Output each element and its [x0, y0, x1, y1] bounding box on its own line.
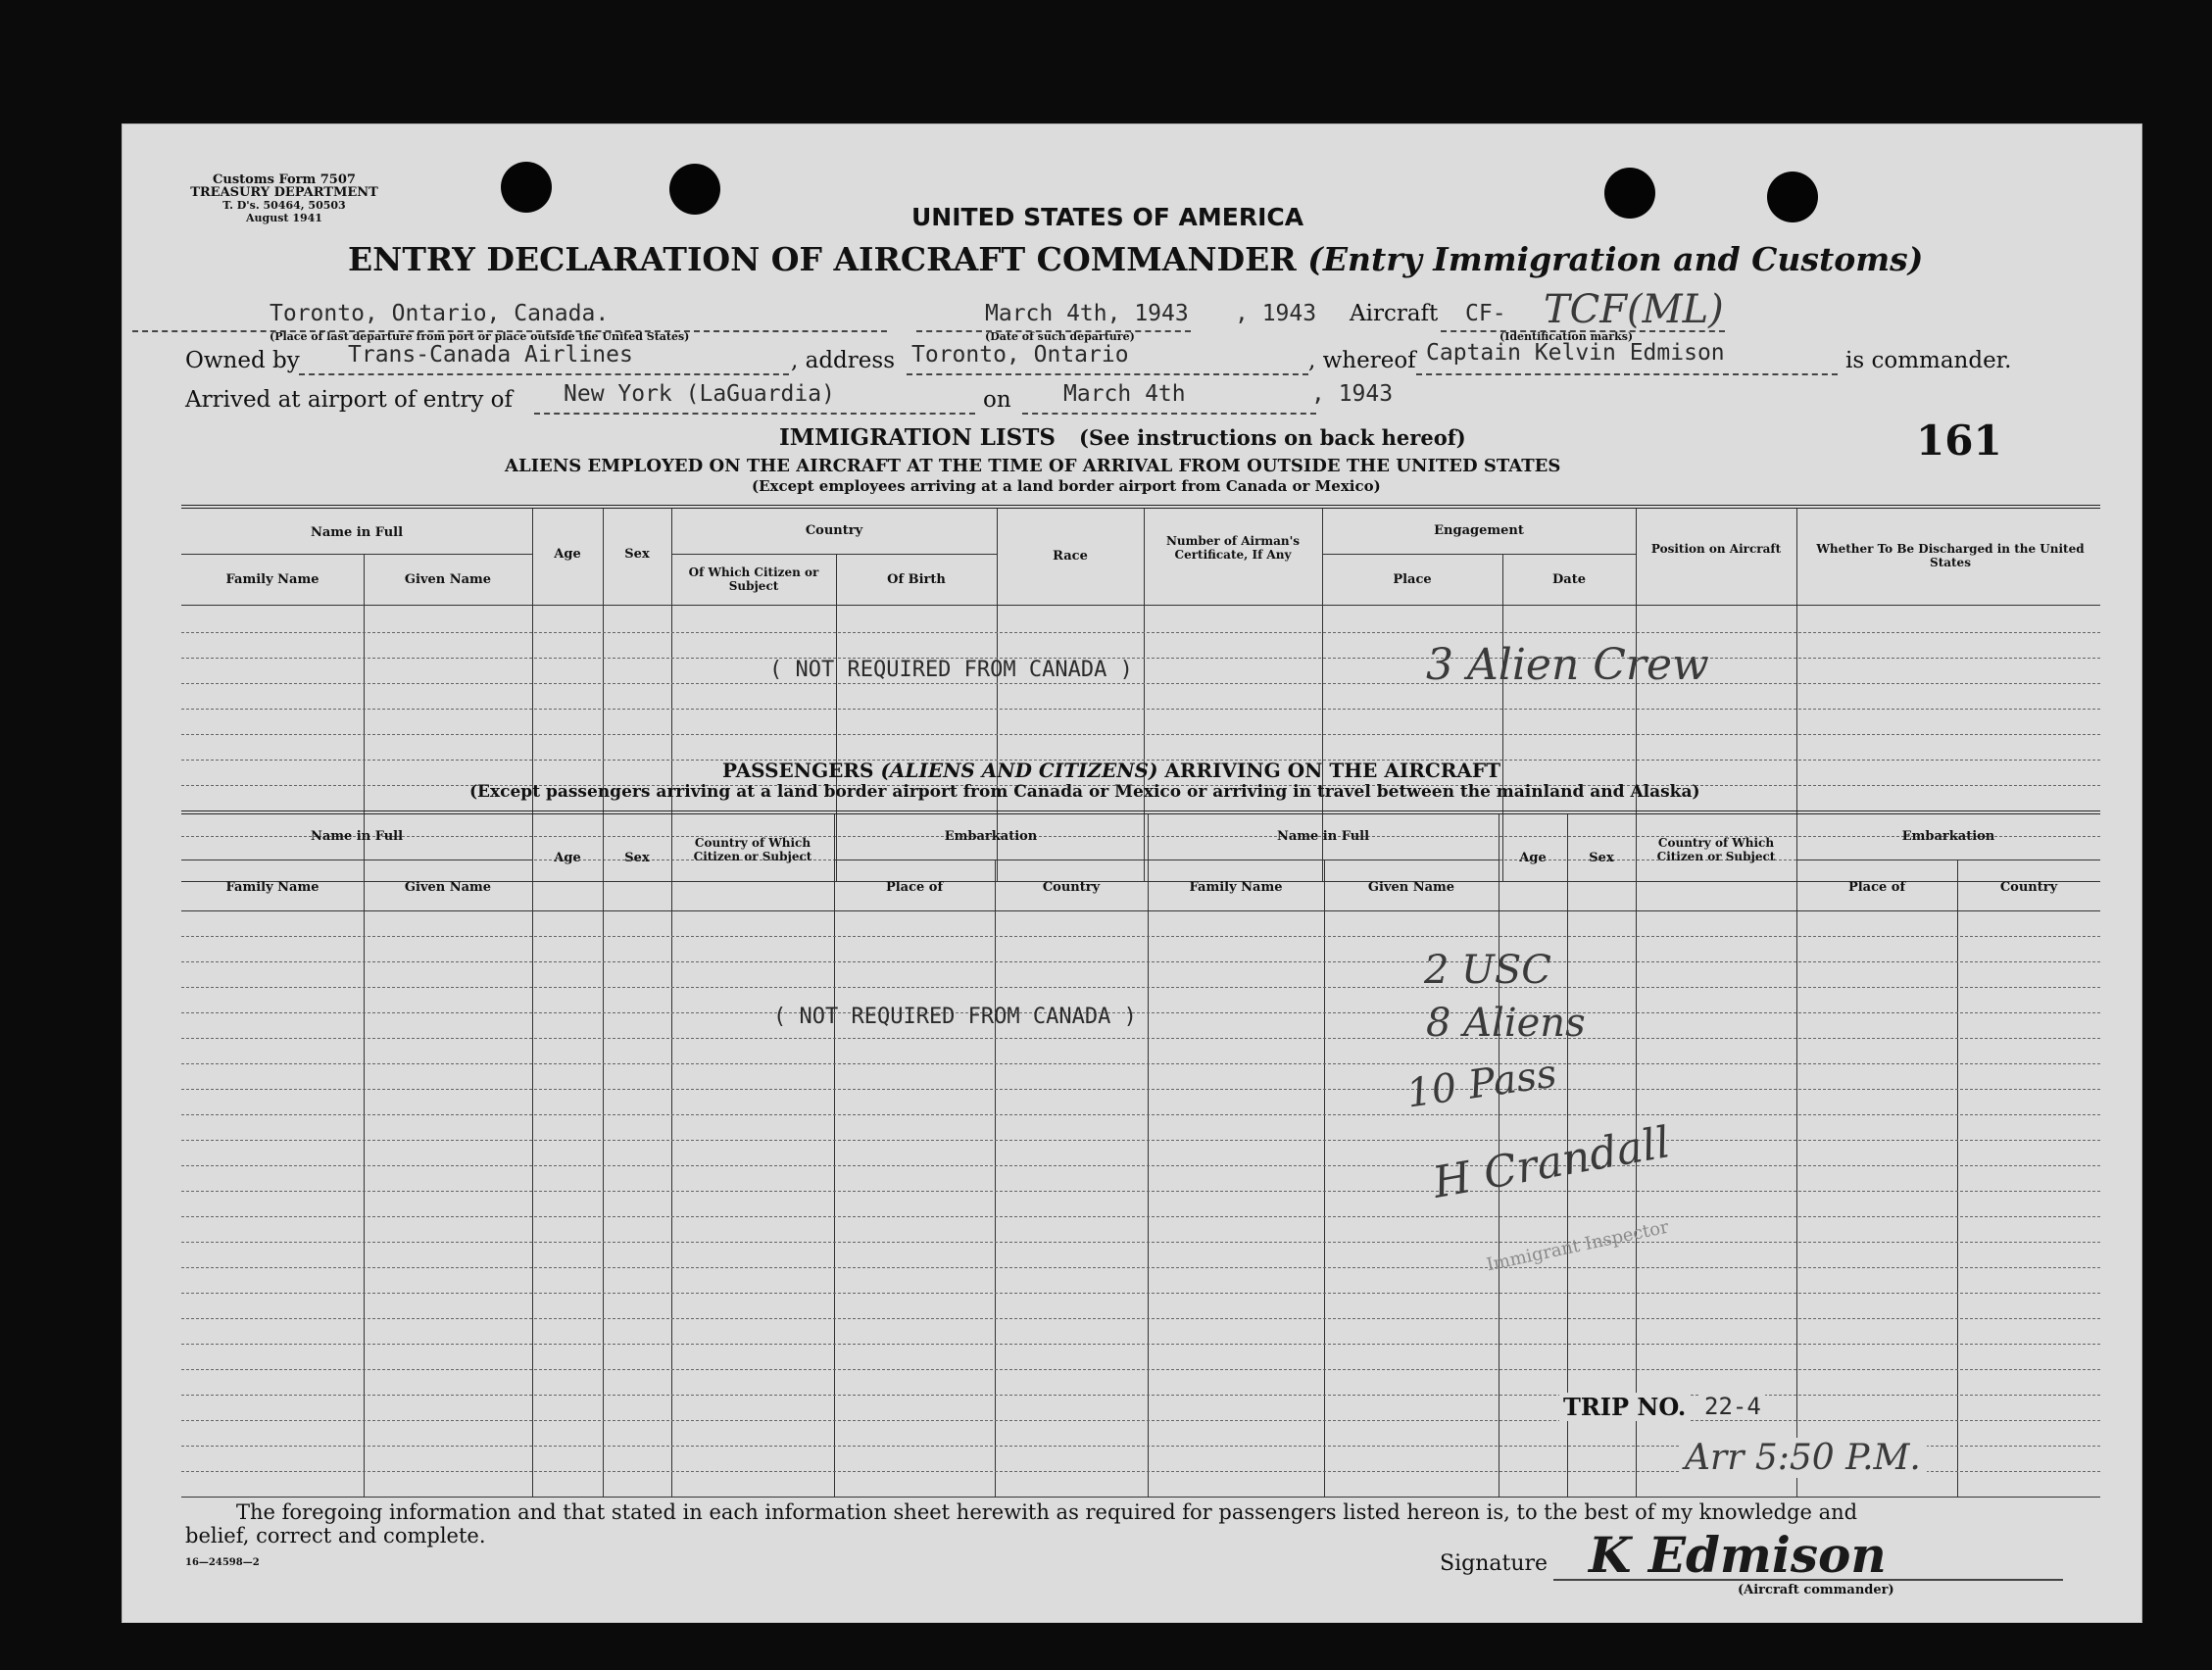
t2-hdr-given: Given Name — [404, 880, 492, 895]
t2-dash-row — [181, 1140, 2100, 1141]
form-sheet — [122, 123, 2142, 1623]
t2-hdr-country: Country — [1042, 880, 1101, 895]
signature: K Edmison — [1589, 1526, 1887, 1584]
t1-hdr-family: Family Name — [225, 572, 320, 587]
form-date: August 1941 — [246, 212, 322, 224]
t2-hdr-family-2: Family Name — [1189, 880, 1283, 895]
departure-year: , 1943 — [1235, 301, 1317, 326]
t1-group-line — [1322, 554, 1636, 555]
t1-dash-row — [181, 709, 2100, 710]
arrival-date: March 4th — [1063, 381, 1186, 407]
t2-hdr-given-2: Given Name — [1367, 880, 1455, 895]
t1-hdr-place: Place — [1393, 572, 1432, 587]
aircraft-id-handwritten: TCF(ML) — [1544, 287, 1724, 332]
t2-hdr-sex: Sex — [624, 851, 650, 865]
t1-dash-row — [181, 683, 2100, 684]
t1-hdr-given: Given Name — [404, 572, 492, 587]
t2-col-line — [1324, 860, 1325, 1497]
t1-group-line — [181, 554, 532, 555]
punch-hole-3 — [1604, 168, 1655, 219]
t2-inspector-stamp: Immigrant Inspector — [1484, 1216, 1671, 1276]
t1-hdr-name: Name in Full — [310, 525, 404, 540]
departure-date: March 4th, 1943 — [985, 301, 1189, 326]
t2-dash-row — [181, 1395, 2100, 1396]
arrival-year: , 1943 — [1311, 381, 1394, 407]
t1-hdr-sex: Sex — [624, 547, 650, 562]
t2-handwritten-usc: 2 USC — [1424, 948, 1551, 993]
passengers-title — [722, 759, 1500, 782]
arrival-label: Arrived at airport of entry of — [185, 387, 514, 413]
t2-hdr-citizen-2: Country of Which Citizen or Subject — [1656, 836, 1776, 863]
t1-hdr-airman: Number of Airman's Certificate, If Any — [1165, 534, 1301, 562]
t2-dash-row — [181, 1114, 2100, 1115]
t2-dash-row — [181, 1063, 2100, 1064]
arrival-on-label: on — [983, 387, 1011, 413]
t1-hdr-date: Date — [1552, 572, 1586, 587]
t2-hdr-place: Place of — [885, 880, 944, 895]
t2-hdr-citizen: Country of Which Citizen or Subject — [693, 836, 812, 863]
passengers-title-c: ARRIVING ON THE AIRCRAFT — [1164, 759, 1500, 782]
t1-hdr-citizen: Of Which Citizen or Subject — [688, 565, 819, 593]
commander-name: Captain Kelvin Edmison — [1426, 340, 1725, 366]
t2-hdr-name: Name in Full — [310, 829, 404, 844]
t1-hdr-engagement: Engagement — [1434, 523, 1524, 538]
declaration-text-2: belief, correct and complete. — [185, 1524, 486, 1547]
t2-hdr-country-2: Country — [1999, 880, 2058, 895]
page-number: 161 — [1916, 417, 2002, 465]
immigration-title-main: IMMIGRATION LISTS — [779, 424, 1056, 451]
t1-dash-row — [181, 658, 2100, 659]
form-code: 16—24598—2 — [185, 1557, 260, 1568]
t1-not-required-stamp: ( NOT REQUIRED FROM CANADA ) — [769, 658, 1133, 682]
t2-handwritten-pass: 10 Pass — [1403, 1051, 1560, 1117]
t1-handwritten-crew: 3 Alien Crew — [1426, 640, 1709, 690]
t1-hdr-birth: Of Birth — [887, 572, 946, 587]
underline-airport — [534, 413, 975, 415]
t2-dash-row — [181, 936, 2100, 937]
t2-dash-row — [181, 1089, 2100, 1090]
t1-head-line — [181, 605, 2100, 606]
declaration-text: The foregoing information and that stated in each information sheet herewith as required for passengers listed hereon is, to the best of my knowledge and — [236, 1500, 1858, 1524]
t1-hdr-country: Country — [805, 523, 863, 538]
form-number: Customs Form 7507 — [213, 172, 356, 187]
t2-handwritten-signature: H Crandall — [1429, 1117, 1674, 1208]
t1-dash-row — [181, 632, 2100, 633]
t2-dash-row — [181, 1318, 2100, 1319]
form-info — [181, 173, 387, 224]
arrival-airport: New York (LaGuardia) — [564, 381, 835, 407]
form-department: TREASURY DEPARTMENT — [190, 185, 378, 200]
t2-dash-row — [181, 1344, 2100, 1345]
t2-dash-row — [181, 1012, 2100, 1013]
trip-label: TRIP NO. — [1559, 1393, 1690, 1421]
underline-address — [907, 373, 1308, 375]
t1-group-line — [671, 554, 997, 555]
t2-col-line — [364, 860, 365, 1497]
form-title-italic: (Entry Immigration and Customs) — [1307, 240, 1924, 278]
t2-hdr-place-2: Place of — [1847, 880, 1906, 895]
owned-by-label: Owned by — [185, 348, 300, 373]
underline-arrival-date — [1022, 413, 1316, 415]
t2-bottom-line — [181, 1497, 2100, 1498]
punch-hole-4 — [1767, 172, 1818, 222]
t2-dash-row — [181, 961, 2100, 962]
t2-dash-row — [181, 1293, 2100, 1294]
t2-dash-row — [181, 1369, 2100, 1370]
commander-suffix: is commander. — [1845, 348, 2012, 373]
owner-address: Toronto, Ontario — [911, 342, 1129, 368]
t2-dash-row — [181, 987, 2100, 988]
t2-hdr-name-2: Name in Full — [1276, 829, 1370, 844]
form-td: T. D's. 50464, 50503 — [222, 199, 346, 212]
passengers-title-b: (ALIENS AND CITIZENS) — [880, 759, 1158, 782]
immigration-subtitle: ALIENS EMPLOYED ON THE AIRCRAFT AT THE TIME OF ARRIVAL FROM OUTSIDE THE UNITED STATES — [505, 456, 1561, 476]
t2-hdr-age-2: Age — [1519, 851, 1547, 865]
t2-handwritten-aliens: 8 Aliens — [1426, 1001, 1586, 1046]
departure-place-caption: (Place of last departure from port or place outside the United States) — [270, 330, 690, 343]
t2-col-line — [995, 860, 996, 1497]
t1-hdr-race: Race — [1053, 549, 1088, 564]
passengers-subtitle: (Except passengers arriving at a land border airport from Canada or Mexico or arriving in travel between the mainland and Alaska) — [469, 782, 1700, 802]
t2-dash-row — [181, 1191, 2100, 1192]
underline-owner — [299, 373, 789, 375]
t2-dash-row — [181, 1038, 2100, 1039]
passengers-title-a: PASSENGERS — [722, 759, 874, 782]
departure-date-caption: (Date of such departure) — [985, 330, 1135, 343]
t2-hdr-family: Family Name — [225, 880, 320, 895]
form-title-main: ENTRY DECLARATION OF AIRCRAFT COMMANDER — [348, 240, 1297, 278]
underline-commander — [1416, 373, 1838, 375]
signature-caption: (Aircraft commander) — [1738, 1583, 1894, 1597]
t2-not-required-stamp: ( NOT REQUIRED FROM CANADA ) — [773, 1005, 1137, 1029]
immigration-subtitle2: (Except employees arriving at a land border airport from Canada or Mexico) — [752, 477, 1381, 495]
t1-hdr-position: Position on Aircraft — [1650, 542, 1782, 556]
immigration-title — [779, 424, 1466, 451]
t2-dash-row — [181, 1420, 2100, 1421]
form-title — [348, 240, 1923, 278]
whereof-label: , whereof — [1308, 348, 1416, 373]
t2-head-line — [181, 910, 2100, 911]
arrival-time-note: Arr 5:50 P.M. — [1679, 1438, 1927, 1478]
passengers-table — [181, 810, 2100, 1500]
t2-hdr-embarkation-2: Embarkation — [1901, 829, 1995, 844]
owner-name: Trans-Canada Airlines — [348, 342, 633, 368]
t1-hdr-discharged: Whether To Be Discharged in the United States — [1816, 542, 2085, 569]
t2-dash-row — [181, 1242, 2100, 1243]
aircraft-label: Aircraft — [1350, 301, 1439, 326]
address-label: , address — [791, 348, 895, 373]
t2-dash-row — [181, 1165, 2100, 1166]
t2-dash-row — [181, 1216, 2100, 1217]
punch-hole-2 — [669, 164, 720, 215]
t2-hdr-age: Age — [554, 851, 581, 865]
immigration-title-note: (See instructions on back hereof) — [1079, 425, 1466, 450]
aircraft-id: CF- — [1465, 301, 1506, 326]
t2-dash-row — [181, 1267, 2100, 1268]
departure-place: Toronto, Ontario, Canada. — [270, 301, 610, 326]
trip-number: 22-4 — [1700, 1393, 1765, 1420]
t2-hdr-sex-2: Sex — [1589, 851, 1614, 865]
punch-hole-1 — [501, 162, 552, 213]
country-heading: UNITED STATES OF AMERICA — [911, 203, 1304, 231]
t2-col-line — [1957, 860, 1958, 1497]
t2-hdr-embarkation: Embarkation — [944, 829, 1038, 844]
aircraft-caption: (Identification marks) — [1499, 330, 1634, 343]
signature-label: Signature — [1440, 1551, 1548, 1576]
t1-dash-row — [181, 734, 2100, 735]
t1-hdr-age: Age — [554, 547, 581, 562]
